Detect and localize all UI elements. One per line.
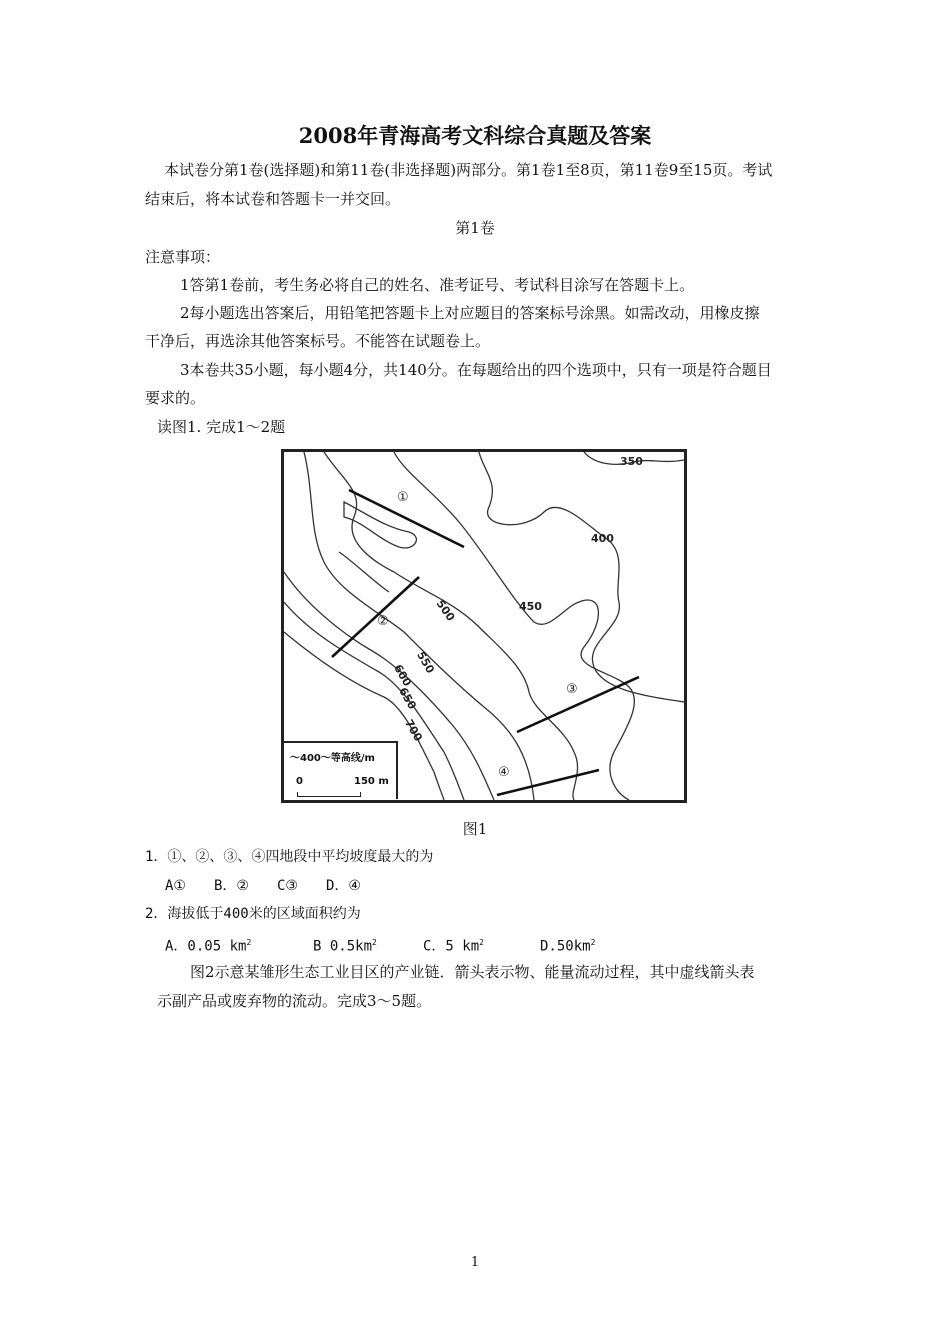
- option-c-text: C．5 km: [423, 938, 480, 955]
- figure-2-intro-line-1: 图2示意某雏形生态工业目区的产业链．箭头表示物、能量流动过程，其中虚线箭头表: [190, 963, 755, 981]
- question-2-option-a: [165, 933, 251, 957]
- scale-bar: [297, 792, 361, 797]
- contour-label-600: 600: [391, 662, 414, 689]
- section-marker-4: ④: [498, 765, 510, 780]
- scale-end-label: 150 m: [354, 776, 389, 787]
- notice-item-2-line-1: 2每小题选出答案后，用铅笔把答题卡上对应题目的答案标号涂黑。如需改动，用橡皮擦: [180, 304, 760, 322]
- question-1-stem: 1．①、②、③、④四地段中平均坡度最大的为: [145, 849, 434, 865]
- option-a-text: A．0.05 km: [165, 938, 247, 955]
- option-b-sup: 2: [372, 938, 377, 947]
- section-line-4: [497, 770, 599, 795]
- legend-contour-label: ～400～等高线/m: [290, 753, 375, 764]
- scale-start-label: 0: [296, 776, 303, 787]
- contour-label-450: 450: [519, 600, 542, 613]
- contour-map-figure: [281, 449, 687, 803]
- contour-label-350: 350: [620, 455, 643, 468]
- contour-label-500: 500: [433, 597, 458, 624]
- section-marker-2: ②: [377, 614, 389, 629]
- section-marker-1: ①: [397, 490, 409, 505]
- question-1-options: A① B．② C③ D．④: [165, 878, 361, 894]
- option-c-sup: 2: [479, 938, 484, 947]
- notice-item-2-line-2: 干净后，再选涂其他答案标号。不能答在试题卷上。: [145, 332, 491, 350]
- figure-caption: 图1: [462, 820, 488, 838]
- contour-label-700: 700: [402, 717, 425, 744]
- page-title: 2008年青海高考文科综合真题及答案: [298, 123, 652, 148]
- section-marker-3: ③: [566, 682, 578, 697]
- contour-label-400: 400: [591, 532, 614, 545]
- notice-heading: 注意事项：: [145, 248, 221, 266]
- option-b-text: B 0.5km: [313, 938, 373, 955]
- question-2-option-c: [423, 933, 484, 957]
- notice-item-1: 1答第1卷前，考生务必将自己的姓名、准考证号、考试科目涂写在答题卡上。: [180, 276, 695, 294]
- contour-label-650: 650: [396, 685, 419, 712]
- notice-item-3-line-1: 3本卷共35小题，每小题4分，共140分。在每题给出的四个选项中，只有一项是符合题目: [180, 361, 772, 379]
- contour-label-550: 550: [414, 649, 437, 676]
- page-number: 1: [470, 1255, 480, 1270]
- option-a-sup: 2: [246, 938, 252, 947]
- question-2-option-d: [540, 933, 595, 957]
- question-2-option-b: [313, 933, 377, 957]
- read-prompt: 读图1. 完成1～2题: [157, 418, 286, 436]
- notice-item-3-line-2: 要求的。: [145, 389, 206, 407]
- option-d-text: D.50km: [540, 938, 591, 955]
- figure-2-intro-line-2: 示副产品或废弃物的流动。完成3～5题。: [157, 992, 432, 1010]
- section-heading: 第1卷: [455, 219, 495, 237]
- intro-line-1: 本试卷分第1卷(选择题)和第11卷(非选择题)两部分。第1卷1至8页，第11卷9至15页。考试: [164, 161, 773, 179]
- map-legend: [284, 741, 398, 799]
- intro-line-2: 结束后，将本试卷和答题卡一并交回。: [145, 190, 401, 208]
- question-2-stem: 2．海拔低于400米的区域面积约为: [145, 906, 361, 922]
- option-d-sup: 2: [590, 938, 596, 947]
